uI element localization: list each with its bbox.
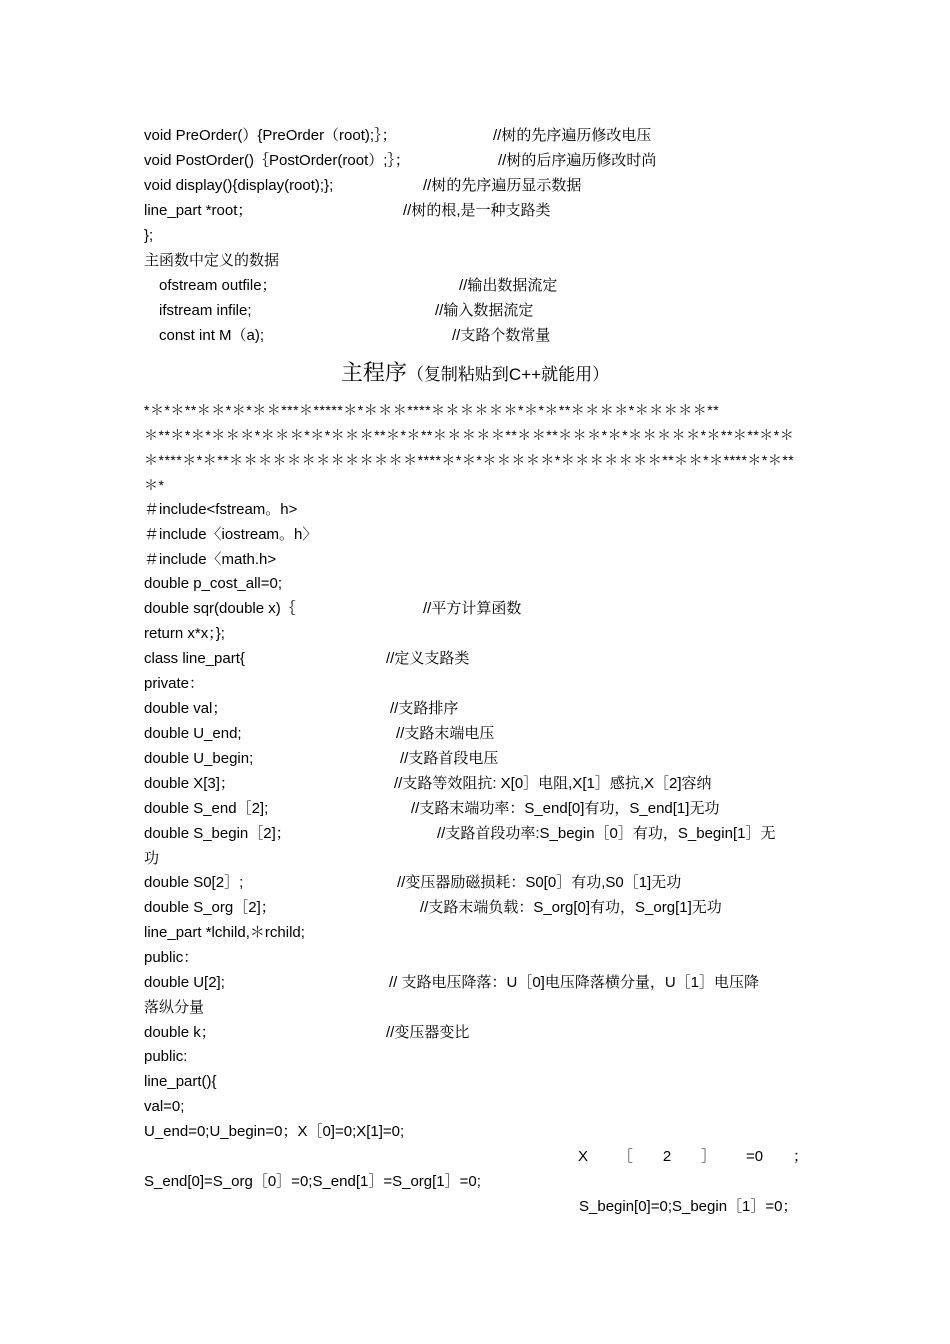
code-comment: //支路首段功率:S_begin［0］有功，S_begin[1］无 [437,825,776,842]
code-line: return x*x；}; [144,625,225,642]
code-comment: //输入数据流定 [435,302,534,319]
code-line: ＃include<fstream。h> [144,501,298,518]
code-comment-wrap: 落纵分量 [144,999,205,1016]
code-line: U_end=0;U_begin=0；X［0]=0;X[1]=0; [144,1123,405,1140]
code-comment: //支路末端负载：S_org[0]有功，S_org[1]无功 [420,899,722,916]
code-comment: //支路末端功率：S_end[0]有功，S_end[1]无功 [411,800,720,817]
code-line: public: [144,1048,188,1065]
code-line: double S0[2］; [144,874,244,891]
code-line: double U_begin; [144,750,254,767]
code-comment: //树的先序遍历修改电压 [493,127,652,144]
code-line: S_begin[0]=0;S_begin［1］=0； [579,1198,798,1215]
code-line: class line_part{ [144,650,245,667]
code-line-justified [578,1147,808,1167]
code-line: ifstream infile; [159,302,252,319]
code-line: double U_end; [144,725,242,742]
code-comment-wrap: 功 [144,850,160,867]
code-line: void PostOrder()｛PostOrder(root）;｝； [144,152,410,169]
code-line: double S_org［2]； [144,899,276,916]
star-separator: ＊**＊*＊*＊＊＊*＊＊＊*＊*＊＊＊**＊*＊**＊＊＊＊＊**＊＊**＊＊＊*＊*＊＊＊＊＊*＊**＊**＊*＊ [144,427,795,443]
code-line: ＃include〈iostream。h〉 [144,526,318,543]
code-line: ofstream outfile； [159,277,277,294]
code-comment: //支路等效阻抗: X[0］电阻,X[1］感抗,X［2]容纳 [394,775,712,792]
code-token: ； [792,1148,808,1165]
code-line: double k； [144,1024,216,1041]
code-comment: //树的根,是一种支路类 [403,202,551,219]
code-line: double X[3]； [144,775,235,792]
code-comment: //支路排序 [390,700,459,717]
code-comment: //支路末端电压 [396,725,495,742]
code-line: double S_begin［2]； [144,825,291,842]
code-comment: //支路首段电压 [400,750,499,767]
section-heading: 主函数中定义的数据 [144,252,280,269]
code-line: line_part *lchild,＊rchild; [144,924,305,941]
code-token: ］ [701,1148,717,1165]
code-line: line_part *root； [144,202,253,219]
code-token: =0 [745,1148,764,1165]
code-line: }; [144,227,154,244]
code-comment: //输出数据流定 [459,277,558,294]
code-comment: //定义支路类 [386,650,470,667]
code-comment: //树的先序遍历显示数据 [423,177,582,194]
code-line: double S_end［2]; [144,800,269,817]
code-line: line_part(){ [144,1073,217,1090]
code-line: double p_cost_all=0; [144,575,283,592]
code-comment: //变压器励磁损耗：S0[0］有功,S0［1]无功 [397,874,682,891]
code-line: private： [144,675,205,692]
code-line: const int M（a); [159,327,265,344]
star-separator: ＊****＊*＊**＊＊＊＊＊＊＊＊＊＊＊＊＊****＊*＊*＊＊＊＊＊*＊＊＊＊＊＊＊**＊＊*＊****＊*＊** [144,452,795,468]
page-title [0,358,950,390]
star-separator: *＊*＊**＊＊*＊*＊＊***＊*****＊*＊＊＊****＊＊＊＊＊＊*＊*＊**＊＊＊＊*＊＊＊＊＊** [144,402,720,418]
code-line: double val； [144,700,228,717]
code-line: val=0; [144,1098,185,1115]
code-line: void display(){display(root);}; [144,177,334,194]
title-sub: （复制粘贴到C++就能用） [406,365,610,384]
star-separator: ＊* [144,477,165,493]
code-token: ［ [617,1148,633,1165]
code-comment: //支路个数常量 [452,327,551,344]
code-comment: // 支路电压降落：U［0]电压降落横分量，U［1］电压降 [389,974,760,991]
code-line: double sqr(double x)｛ [144,600,296,617]
title-main: 主程序 [340,360,407,385]
code-comment: //变压器变比 [386,1024,470,1041]
code-comment: //平方计算函数 [423,600,522,617]
code-line: ＃include〈math.h> [144,551,277,568]
code-line: S_end[0]=S_org［0］=0;S_end[1］=S_org[1］=0; [144,1173,481,1190]
code-comment: //树的后序遍历修改时尚 [498,152,657,169]
code-token: 2 [662,1148,672,1165]
code-line: public： [144,949,199,966]
code-token: X [578,1148,589,1165]
code-line: double U[2]; [144,974,225,991]
code-line: void PreOrder(）{PreOrder（root);｝； [144,127,397,144]
